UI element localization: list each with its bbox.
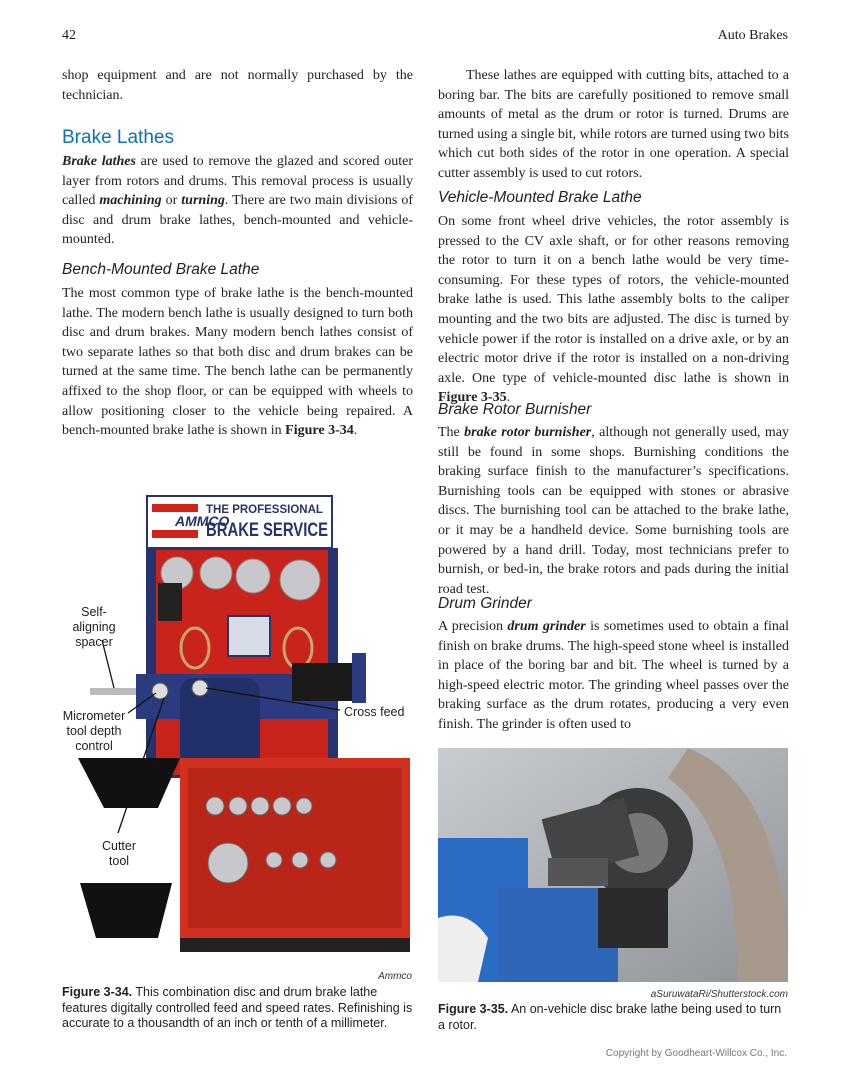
heading-bench-mounted: Bench-Mounted Brake Lathe — [62, 261, 260, 278]
figure-3-34-credit: Ammco — [378, 971, 412, 982]
copyright-notice: Copyright by Goodheart-Willcox Co., Inc. — [605, 1048, 787, 1059]
text-run: The — [438, 425, 465, 440]
text-run: . — [353, 423, 358, 439]
emphasized-term: turning — [181, 193, 225, 209]
text-run: . There are two main divisions of disc and drum brake lathes, bench-mounted and vehicle-mounted. — [62, 193, 413, 248]
right-paragraph-1 — [438, 66, 789, 184]
figure-3-35-photo — [438, 748, 788, 982]
caption-number: Figure 3-35. — [438, 1002, 509, 1016]
emphasized-term: Figure 3-35 — [438, 390, 507, 406]
caption-text: This combination disc and drum brake lathe features digitally controlled feed and speed rates. Refinishing is accurate to a thousandth of an inch or tenth of a millimeter. — [62, 985, 413, 1030]
text-run: or — [161, 193, 182, 209]
label-self-aligning-spacer: Self-aligning spacer — [72, 605, 116, 649]
emphasized-term: machining — [99, 193, 162, 209]
text-run: , although not generally used, may still be found in some shops. Burnishing conditions the braking surface finish to the manufacturer’s specifications. Burnishing tools can be equipped with stones or abrasive discs. The burnishing tool can be attached to the brake lathe, or it may be a handheld device. Some burnishing tools are powered by a hand drill. Today, most technicians prefer to burnish, or bed-in, the brake rotors and pads during the initial road test. — [438, 425, 790, 597]
figure-3-34-caption — [62, 985, 414, 1032]
heading-vehicle-mounted: Vehicle-Mounted Brake Lathe — [438, 189, 642, 206]
on-vehicle-lathe-photo — [438, 748, 788, 982]
label-cutter-tool: Cutter tool — [101, 839, 137, 868]
sign-brand: AMMCO — [175, 513, 230, 529]
caption-number: Figure 3-34. — [62, 985, 133, 999]
left-paragraph-2 — [62, 152, 413, 250]
text-run: . — [506, 390, 511, 406]
heading-brake-rotor-burnisher: Brake Rotor Burnisher — [438, 401, 592, 418]
label-micrometer-tool-depth-control: Micrometer tool depth control — [62, 709, 126, 753]
text-run: These lathes are equipped with cutting bits, attached to a boring bar. The bits are carefully positioned to remove small amounts of metal as the drum or rotor is turned. Drums are turned using a single bit, while rotors are turned using two bits which cut both sides of the rotor in one operation. A special cutter assembly is used to cut rotors. — [438, 68, 789, 181]
right-paragraph-3 — [438, 423, 789, 599]
right-paragraph-4 — [438, 617, 789, 735]
left-paragraph-1 — [62, 66, 413, 105]
figure-3-35-caption — [438, 1002, 790, 1033]
sign-line-1: THE PROFESSIONAL — [206, 504, 323, 516]
text-run: shop equipment and are not normally purchased by the technician. — [62, 68, 413, 103]
emphasized-term: Figure 3-34 — [285, 423, 354, 439]
text-run: are used to remove the glazed and scored outer layer from rotors and drums. This removal process is usually called — [62, 154, 413, 209]
text-run: A precision — [438, 619, 508, 634]
text-run: The most common type of brake lathe is the bench-mounted lathe. The modern bench lathe is usually designed to turn both disc and drum brakes. Many modern bench lathes consist of two separate lathes so that both disc and drum brakes can be turned at the same time. The bench lathe can be permanently affixed to the shop floor, or can be equipped with wheels to allow positioning closer to the vehicle being repaired. A bench-mounted brake lathe is shown in — [62, 286, 413, 439]
text-run: is sometimes used to obtain a final finish on brake drums. The high-speed stone wheel is installed in place of the boring bar and bit. The wheel is turned by a high-speed electric motor. The grinding wheel passes over the braking surface as the drum rotates, producing a very even finish. The grinder is often used to — [438, 619, 790, 732]
heading-brake-lathes: Brake Lathes — [62, 127, 174, 148]
heading-drum-grinder: Drum Grinder — [438, 595, 532, 612]
emphasized-term: Brake lathes — [62, 154, 136, 169]
emphasized-term: brake rotor burnisher — [464, 425, 592, 440]
running-title: Auto Brakes — [717, 28, 788, 43]
sign-line-2: BRAKE SERVICE — [206, 520, 328, 541]
caption-text: An on-vehicle disc brake lathe being used to turn a rotor. — [438, 1002, 782, 1032]
figure-3-35-credit: aSuruwataRi/Shutterstock.com — [650, 989, 788, 1000]
emphasized-term: drum grinder — [507, 619, 586, 634]
text-run: On some front wheel drive vehicles, the rotor assembly is pressed to the CV axle shaft, or for other reasons removing the rotor to turn it on a bench lathe would be very time-consuming. For these types of rotors, the vehicle-mounted brake lathe is used. This lathe assembly bolts to the caliper mounting and the two bits are adjusted. The disc is turned by vehicle power if the rotor is installed on a drive axle, or by an electric motor drive if the rotor is installed on a non-driving axle. One type of vehicle-mounted disc lathe is shown in — [438, 214, 789, 386]
left-paragraph-3 — [62, 284, 413, 441]
page-number: 42 — [62, 28, 76, 43]
label-cross-feed: Cross feed — [344, 705, 405, 719]
right-paragraph-2 — [438, 212, 789, 408]
